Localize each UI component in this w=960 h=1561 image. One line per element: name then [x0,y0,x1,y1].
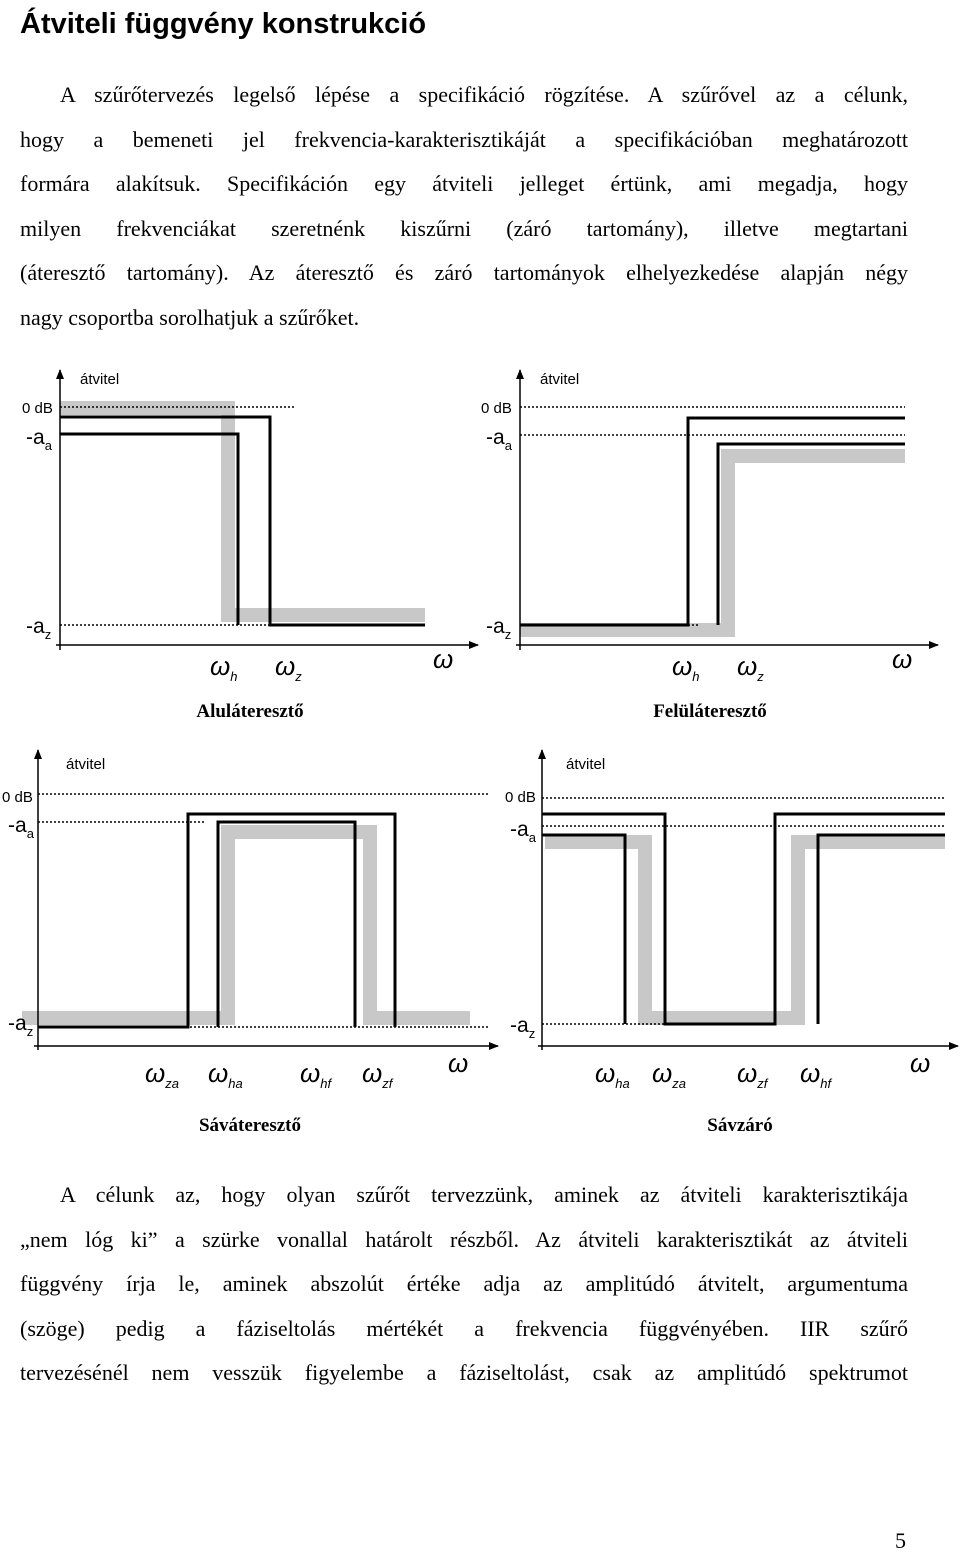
freq-label: $\omega_{za}$ [145,1058,179,1091]
paragraph-line: (áteresztő tartomány). Az áteresztő és záró tartományok elhelyezkedése alapján négy [20,260,908,285]
bandstop-panel [505,750,958,1136]
page-title: Átviteli függvény konstrukció [20,8,427,40]
freq-label: $\omega_{hf}$ [300,1058,332,1091]
paragraph-line: A célunk az, hogy olyan szűrőt tervezzünk, aminek az átviteli karakterisztikája [60,1182,908,1207]
omega-axis-label: ω [448,1048,469,1078]
panel-caption: Sáváteresztő [198,1115,302,1136]
filter-spec-line [718,444,905,625]
filter-types-figure [0,360,960,1150]
omega-axis-label: ω [433,644,454,674]
filter-spec-line [60,434,238,625]
axis-label: átvitel [540,371,580,388]
level-az-label: $-a_z$ [26,615,52,642]
filter-spec-line [60,417,425,625]
level-0db-label: 0 dB [22,400,53,417]
level-aa-label: $-a_a$ [8,814,34,841]
level-az-label: $-a_z$ [8,1012,34,1039]
level-aa-label: $-a_a$ [510,818,536,845]
freq-label: $\omega_{zf}$ [737,1058,768,1091]
paragraph-line: nagy csoportba sorolhatjuk a szűrőket. [20,304,360,330]
tolerance-band [60,408,425,615]
freq-label: $\omega_{ha}$ [595,1058,630,1091]
filter-spec-line [218,822,355,1027]
paragraph-line: formára alakítsuk. Specifikáción egy átviteli jelleget értünk, ami megadja, hogy [20,171,908,196]
freq-label: $\omega_z$ [275,651,302,684]
level-0db-label: 0 dB [505,789,536,806]
axis-label: átvitel [80,371,120,388]
freq-label: $\omega_h$ [210,651,238,684]
omega-axis-label: ω [892,644,913,674]
level-aa-label: $-a_a$ [486,426,512,453]
lowpass-panel [22,370,478,722]
omega-axis-label: ω [910,1048,931,1078]
freq-label: $\omega_{ha}$ [208,1058,243,1091]
paragraph-line: milyen frekvenciákat szeretnénk kiszűrni (záró tartomány), illetve megtartani [20,215,908,241]
paragraph-line: (szöge) pedig a fáziseltolás mértékét a frekvencia függvényében. IIR szűrő [20,1315,908,1341]
axis-label: átvitel [66,756,106,773]
freq-label: $\omega_{zf}$ [362,1058,393,1091]
tolerance-band [520,456,905,630]
page-number: 5 [895,1528,906,1553]
paragraph-line: „nem lóg ki” a szürke vonallal határolt részből. Az átviteli karakterisztikát az átviteli [20,1226,908,1252]
highpass-panel [481,370,938,722]
paragraph-line: függvény írja le, aminek abszolút értéke adja az amplitúdó átvitelt, argumentuma [20,1271,908,1296]
panel-caption: Aluláteresztő [196,701,304,722]
level-aa-label: $-a_a$ [26,426,52,453]
paragraph-line: hogy a bemeneti jel frekvencia-karakterisztikáját a specifikációban meghatározott [20,126,908,152]
level-az-label: $-a_z$ [486,615,512,642]
intro-paragraph [20,73,908,340]
level-0db-label: 0 dB [2,789,33,806]
panel-caption: Felüláteresztő [653,701,767,722]
filter-spec-line [542,835,945,1024]
tolerance-band [22,832,470,1018]
design-goal-paragraph [20,1173,908,1396]
freq-label: $\omega_{za}$ [652,1058,686,1091]
freq-label: $\omega_{hf}$ [800,1058,832,1091]
level-0db-label: 0 dB [481,400,512,417]
tolerance-band [545,842,945,1018]
paragraph-line: tervezésénél nem vesszük figyelembe a fáziseltolást, csak az amplitúdó spektrumot [20,1360,908,1385]
bandpass-panel [2,750,498,1136]
level-az-label: $-a_z$ [510,1014,536,1041]
freq-label: $\omega_h$ [672,651,700,684]
panel-caption: Sávzáró [707,1115,773,1136]
paragraph-line: A szűrőtervezés legelső lépése a specifikáció rögzítése. A szűrővel az a célunk, [60,82,908,107]
axis-label: átvitel [566,756,606,773]
freq-label: $\omega_z$ [737,651,764,684]
